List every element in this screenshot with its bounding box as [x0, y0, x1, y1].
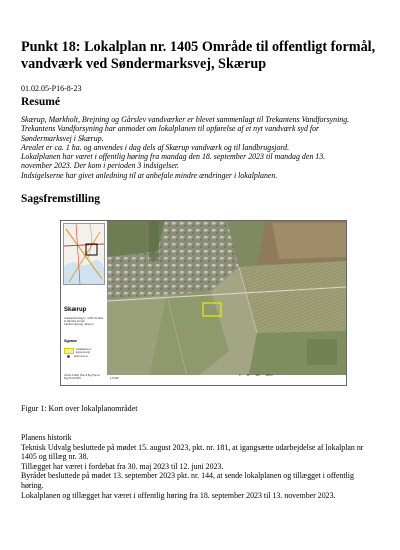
case-reference: 01.02.05-P16-8-23 — [21, 84, 82, 93]
signatur-heading: Signatur — [64, 339, 77, 343]
summary-paragraph: Trekantens Vandforsyning har anmodet om lokalplanen til opførelse af et nyt vandværk syd for Søndermarksvej i Skærup. — [21, 124, 320, 143]
page-title: Punkt 18: Lokalplan nr. 1405 Område til offentligt formål, vandværk ved Søndermarksvej, Skærup — [21, 39, 376, 72]
overview-map — [63, 223, 105, 285]
history-item: Teknisk Udvalg besluttede på mødet 15. august 2023, pkt. nr. 181, at igangsætte udarbejdelse af lokalplan nr 1405 og tillæg nr. 38. — [21, 442, 364, 462]
scale-bar — [239, 374, 273, 377]
scale-tick: 50 — [246, 374, 250, 377]
map-subtitle: Lokalplanforslag nr. 1405 Område til offentligt formål Søndermarksvej, Skærup — [64, 317, 104, 327]
map-name: Skærup — [64, 307, 87, 313]
boundary-swatch — [64, 348, 74, 354]
map-footer: Teknik & Miljø, Plan & Byg Plan & Byg 06.03.2023 — [64, 374, 100, 380]
figure-caption: Figur 1: Kort over lokalplanområdet — [21, 404, 138, 413]
summary-paragraph: Indsigelserne har givet anledning til at anbefale mindre ændringer i lokalplanen. — [21, 170, 278, 180]
sagsfremstilling-heading: Sagsfremstilling — [21, 193, 101, 205]
history-item: Lokalplanen og tillægget har været i offentlig høring fra 18. september 2023 til 13. november 2023. — [21, 490, 336, 500]
legend-item-boundary — [64, 348, 105, 354]
history-item: Byrådet besluttede på mødet 13. september 2023 pkt. nr. 144, at sende lokalplanen og tillægget i offentlig høring. — [21, 471, 354, 490]
scale-tick: 0 — [239, 374, 241, 377]
scale-text: 1:5.000 — [110, 377, 119, 380]
aerial-photo — [107, 221, 346, 385]
summary-block — [21, 115, 351, 180]
summary-paragraph: Skærup, Mørkholt, Brejning og Gårslev vandværker er blevet sammenlagt til Trekantens Vandforsyning. — [21, 115, 350, 124]
map-figure — [60, 220, 347, 386]
legend-label: Husnummer — [74, 355, 89, 358]
legend-item-house-number — [64, 355, 88, 358]
legend-label: Lokalplanens afgrænsning — [75, 348, 91, 354]
summary-paragraph: Lokalplanen har været i offentlig høring fra mandag den 18. september 2023 til mandag den 13. november 2023. Der kom i perioden 3 indsigelser. — [21, 152, 326, 171]
summary-paragraph: Arealet er ca. 1 ha. og anvendes i dag dels af Skærup vandværk og til landbrugsjord. — [21, 142, 290, 152]
history-heading: Planens historik — [21, 433, 72, 442]
history-block — [21, 433, 371, 500]
scale-tick: 200 m — [265, 374, 273, 377]
history-item: Tillægget har været i fordebat fra 30. maj 2023 til 12. juni 2023. — [21, 461, 224, 471]
house-number-marker-icon — [67, 355, 70, 358]
resume-heading: Resumé — [21, 96, 60, 108]
scale-tick: 100 — [255, 374, 260, 377]
map-legend-panel — [61, 221, 105, 385]
